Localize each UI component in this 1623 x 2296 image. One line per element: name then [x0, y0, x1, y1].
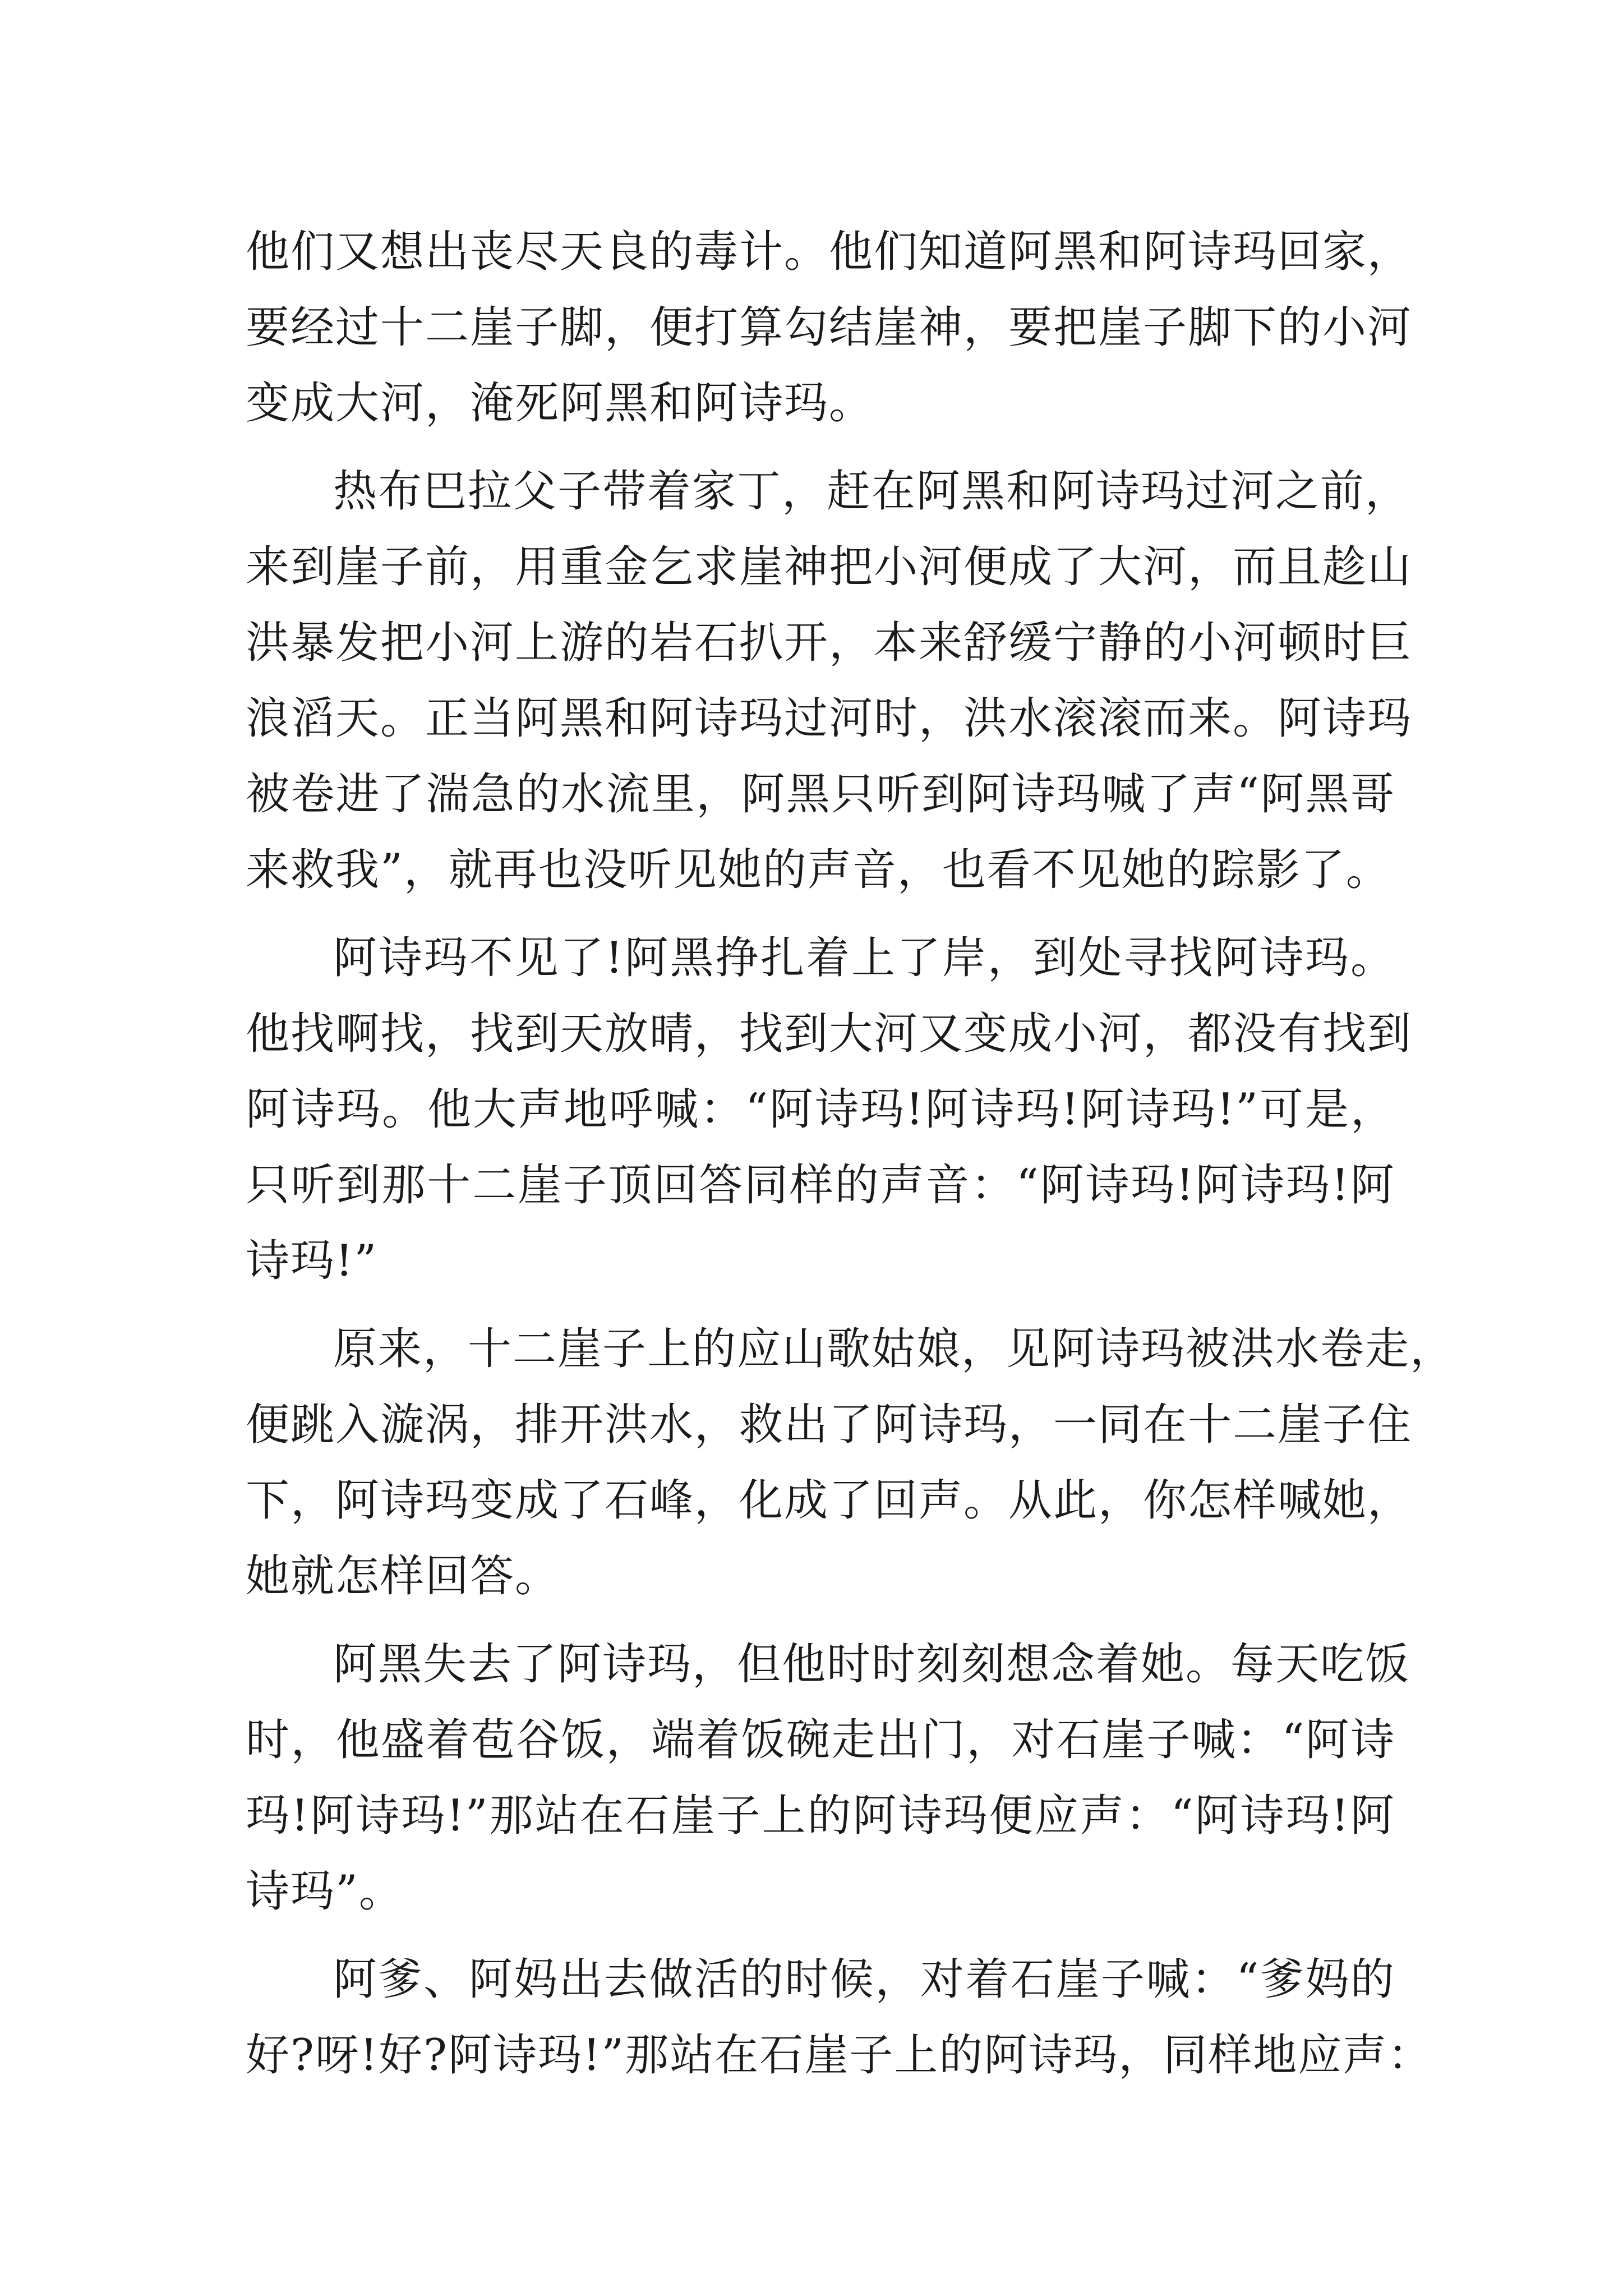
text-line: 玛!阿诗玛!”那站在石崖子上的阿诗玛便应声：“阿诗玛!阿 — [246, 1791, 1395, 1841]
text-line: 诗玛”。 — [246, 1866, 404, 1917]
text-line: 时，他盛着苞谷饭，端着饭碗走出门，对石崖子喊：“阿诗 — [246, 1715, 1395, 1765]
text-line: 阿诗玛。他大声地呼喊：“阿诗玛!阿诗玛!阿诗玛!”可是， — [246, 1084, 1395, 1135]
text-line: 被卷进了湍急的水流里，阿黑只听到阿诗玛喊了声“阿黑哥 — [246, 769, 1395, 820]
document-body — [246, 214, 1455, 2093]
paragraph — [246, 1942, 1433, 2093]
text-line: 阿爹、阿妈出去做活的时候，对着石崖子喊：“爹妈的 — [333, 1954, 1395, 2005]
text-line: 好?呀!好?阿诗玛!”那站在石崖子上的阿诗玛，同样地应声： — [246, 2030, 1433, 2081]
text-line: 只听到那十二崖子顶回答同样的声音：“阿诗玛!阿诗玛!阿 — [246, 1160, 1395, 1211]
text-line: 原来，十二崖子上的应山歌姑娘，见阿诗玛被洪水卷走， — [333, 1324, 1455, 1374]
text-line: 洪暴发把小河上游的岩石扒开，本来舒缓宁静的小河顿时巨 — [246, 618, 1413, 668]
text-line: 阿诗玛不见了!阿黑挣扎着上了岸，到处寻找阿诗玛。 — [333, 933, 1395, 983]
text-line: 来到崖子前，用重金乞求崖神把小河便成了大河，而且趁山 — [246, 542, 1413, 592]
paragraph — [246, 1627, 1410, 1930]
text-line: 诗玛!” — [246, 1236, 378, 1286]
text-line: 他找啊找，找到天放晴，找到大河又变成小河，都没有找到 — [246, 1009, 1413, 1059]
text-line: 他们又想出丧尽天良的毒计。他们知道阿黑和阿诗玛回家， — [246, 227, 1413, 277]
paragraph — [246, 1312, 1455, 1614]
text-line: 阿黑失去了阿诗玛，但他时时刻刻想念着她。每天吃饭 — [333, 1639, 1410, 1690]
text-line: 来救我”，就再也没听见她的声音，也看不见她的踪影了。 — [246, 845, 1391, 895]
text-line: 下，阿诗玛变成了石峰，化成了回声。从此，你怎样喊她， — [246, 1475, 1413, 1526]
text-line: 变成大河，淹死阿黑和阿诗玛。 — [246, 378, 874, 429]
text-line: 她就怎样回答。 — [246, 1551, 560, 1602]
paragraph — [246, 214, 1413, 441]
text-line: 热布巴拉父子带着家丁，赶在阿黑和阿诗玛过河之前， — [333, 466, 1410, 517]
text-line: 要经过十二崖子脚，便打算勾结崖神，要把崖子脚下的小河 — [246, 302, 1413, 353]
text-line: 便跳入漩涡，排开洪水，救出了阿诗玛，一同在十二崖子住 — [246, 1400, 1413, 1450]
text-line: 浪滔天。正当阿黑和阿诗玛过河时，洪水滚滚而来。阿诗玛 — [246, 693, 1413, 744]
paragraph — [246, 921, 1413, 1299]
paragraph — [246, 454, 1413, 908]
